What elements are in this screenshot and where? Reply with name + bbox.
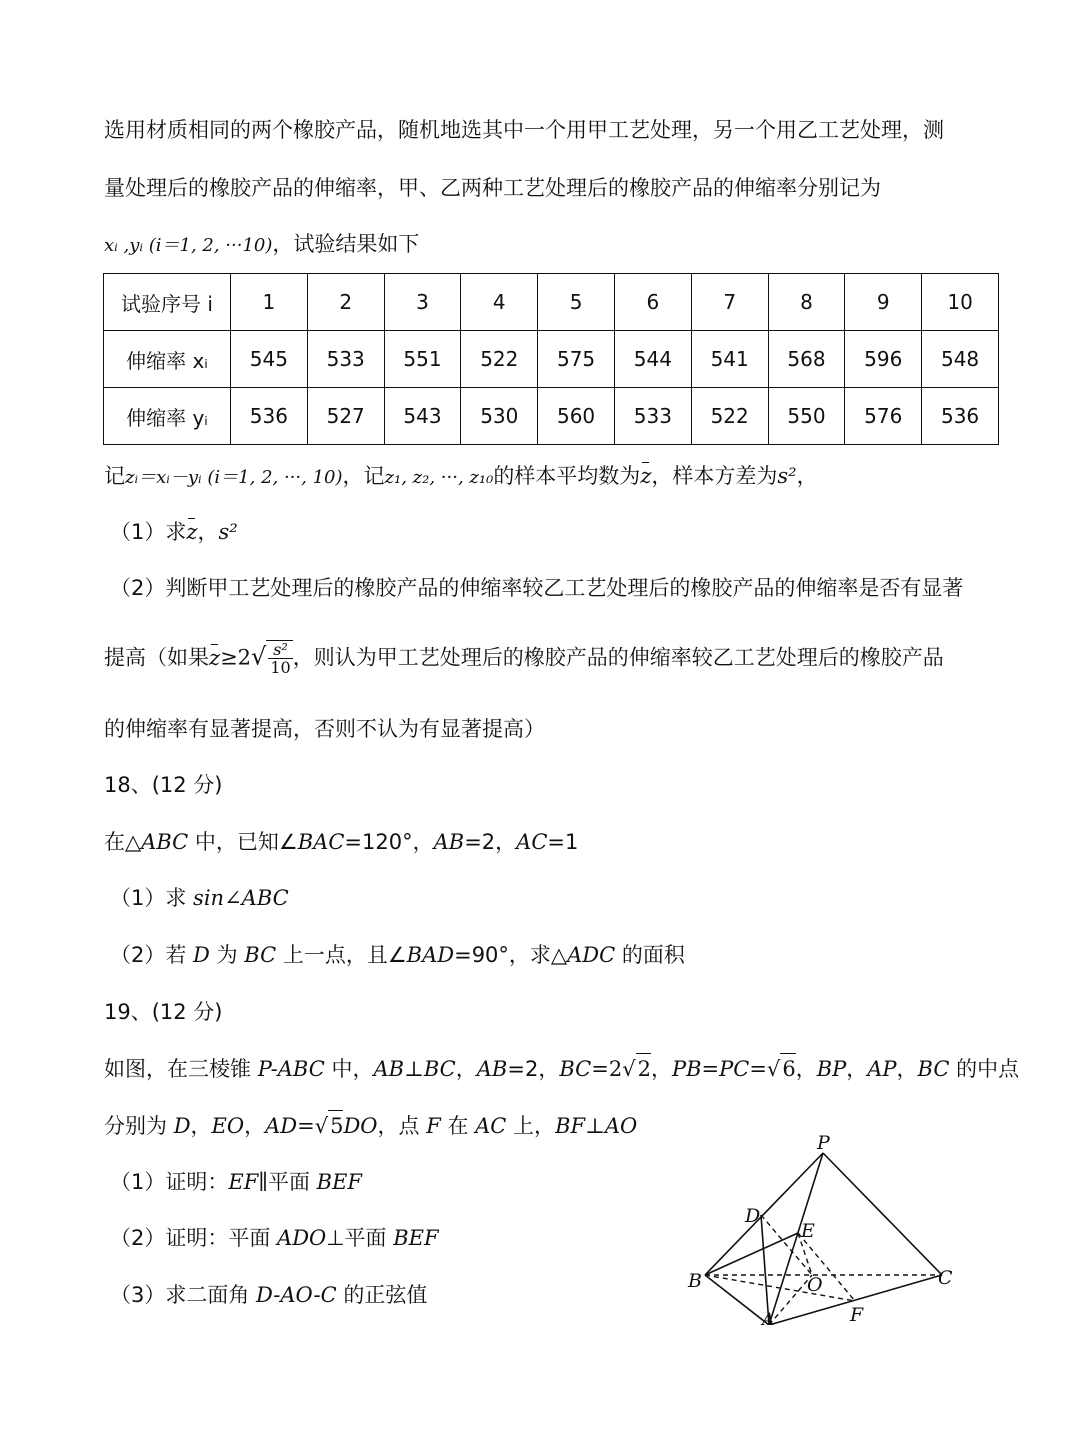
label-E: E	[801, 1220, 815, 1242]
table-cell: 1	[231, 274, 308, 331]
intro-line-1: 选用材质相同的两个橡胶产品，随机地选其中一个用甲工艺处理，另一个用乙工艺处理，测	[104, 118, 944, 142]
table-cell: 541	[691, 331, 768, 388]
label-B: B	[688, 1270, 702, 1292]
table-cell: 548	[922, 331, 999, 388]
edge-PC	[823, 1153, 942, 1275]
experiment-table	[103, 273, 999, 445]
table-cell: 550	[768, 388, 845, 445]
q17-part2-line1: （2）判断甲工艺处理后的橡胶产品的伸缩率较乙工艺处理后的橡胶产品的伸缩率是否有显著	[110, 576, 964, 600]
table-cell: 7	[691, 274, 768, 331]
segment-BF	[705, 1275, 855, 1301]
table-cell: 533	[614, 388, 691, 445]
pyramid-figure	[680, 1135, 980, 1325]
table-cell: 10	[922, 274, 999, 331]
table-cell: 2	[307, 274, 384, 331]
q17-part2-line3: 的伸缩率有显著提高，否则不认为有显著提高）	[104, 717, 545, 741]
table-cell: 527	[307, 388, 384, 445]
label-C: C	[938, 1267, 953, 1289]
table-cell: 6	[614, 274, 691, 331]
q19-part3: （3）求二面角 D-AO-C 的正弦值	[110, 1283, 428, 1307]
table-cell: 544	[614, 331, 691, 388]
row-label: 伸缩率 yᵢ	[104, 388, 231, 445]
row-label: 试验序号 i	[104, 274, 231, 331]
label-D: D	[745, 1205, 761, 1227]
segment-AO	[769, 1275, 812, 1325]
table-row	[104, 331, 999, 388]
table-cell: 533	[307, 331, 384, 388]
table-cell: 596	[845, 331, 922, 388]
label-F: F	[850, 1304, 864, 1325]
table-cell: 545	[231, 331, 308, 388]
table-cell: 522	[691, 388, 768, 445]
edge-PA	[769, 1153, 823, 1325]
z-bar: z	[640, 461, 651, 491]
table-cell: 543	[384, 388, 461, 445]
q19-stem-line2: 分别为 D，EO，AD=√5DO，点 F 在 AC 上，BF⊥AO	[104, 1110, 637, 1141]
table-cell: 536	[922, 388, 999, 445]
segment-DA	[761, 1215, 769, 1325]
q19-stem-line1: 如图，在三棱锥 P-ABC 中，AB⊥BC，AB=2，BC=2√2，PB=PC=√6，BP，AP，BC 的中点	[104, 1053, 1019, 1084]
table-cell: 576	[845, 388, 922, 445]
q17-definition: 记zᵢ＝xᵢ－yᵢ (i＝1, 2, ···, 10)，记z₁, z₂, ···, z₁₀的样本平均数为z，样本方差为s²，	[104, 461, 818, 493]
table-cell: 551	[384, 331, 461, 388]
table-cell: 530	[461, 388, 538, 445]
q18-part1: （1）求 sin∠ABC	[110, 886, 289, 910]
fraction: $\frac{\text{s²}}{10}$	[270, 640, 291, 677]
table-cell: 4	[461, 274, 538, 331]
label-A: A	[762, 1310, 775, 1325]
table-cell: 9	[845, 274, 922, 331]
q18-stem: 在△ABC 中，已知∠BAC=120°，AB=2，AC=1	[104, 830, 579, 854]
q19-part1: （1）证明：EF∥平面 BEF	[110, 1170, 363, 1194]
table-row	[104, 388, 999, 445]
table-cell: 560	[538, 388, 615, 445]
label-O: O	[807, 1274, 823, 1296]
table-cell: 568	[768, 331, 845, 388]
row-label: 伸缩率 xᵢ	[104, 331, 231, 388]
table-row	[104, 274, 999, 331]
q19-header: 19、(12 分)	[104, 1000, 223, 1024]
q19-part2: （2）证明：平面 ADO⊥平面 BEF	[110, 1226, 439, 1250]
table-cell: 8	[768, 274, 845, 331]
q17-part2-line2: 提高（如果z≥2√ $\frac{\text{s²}}{10}$ ，则认为甲工艺处理后的橡胶产品的伸缩率较乙工艺处理后的橡胶产品	[104, 640, 944, 677]
q18-part2: （2）若 D 为 BC 上一点，且∠BAD=90°，求△ADC 的面积	[110, 943, 685, 967]
intro-line-2: 量处理后的橡胶产品的伸缩率，甲、乙两种工艺处理后的橡胶产品的伸缩率分别记为	[104, 176, 881, 200]
segment-BE	[705, 1233, 798, 1275]
q17-part1: （1）求z，s²	[110, 517, 238, 547]
edge-BA	[705, 1275, 769, 1325]
label-P: P	[817, 1135, 830, 1154]
table-cell: 536	[231, 388, 308, 445]
table-cell: 522	[461, 331, 538, 388]
intro-line-3: xᵢ ,yᵢ (i＝1, 2, ···10)，试验结果如下	[104, 232, 420, 256]
table-cell: 3	[384, 274, 461, 331]
table-cell: 575	[538, 331, 615, 388]
q18-header: 18、(12 分)	[104, 773, 223, 797]
table-cell: 5	[538, 274, 615, 331]
